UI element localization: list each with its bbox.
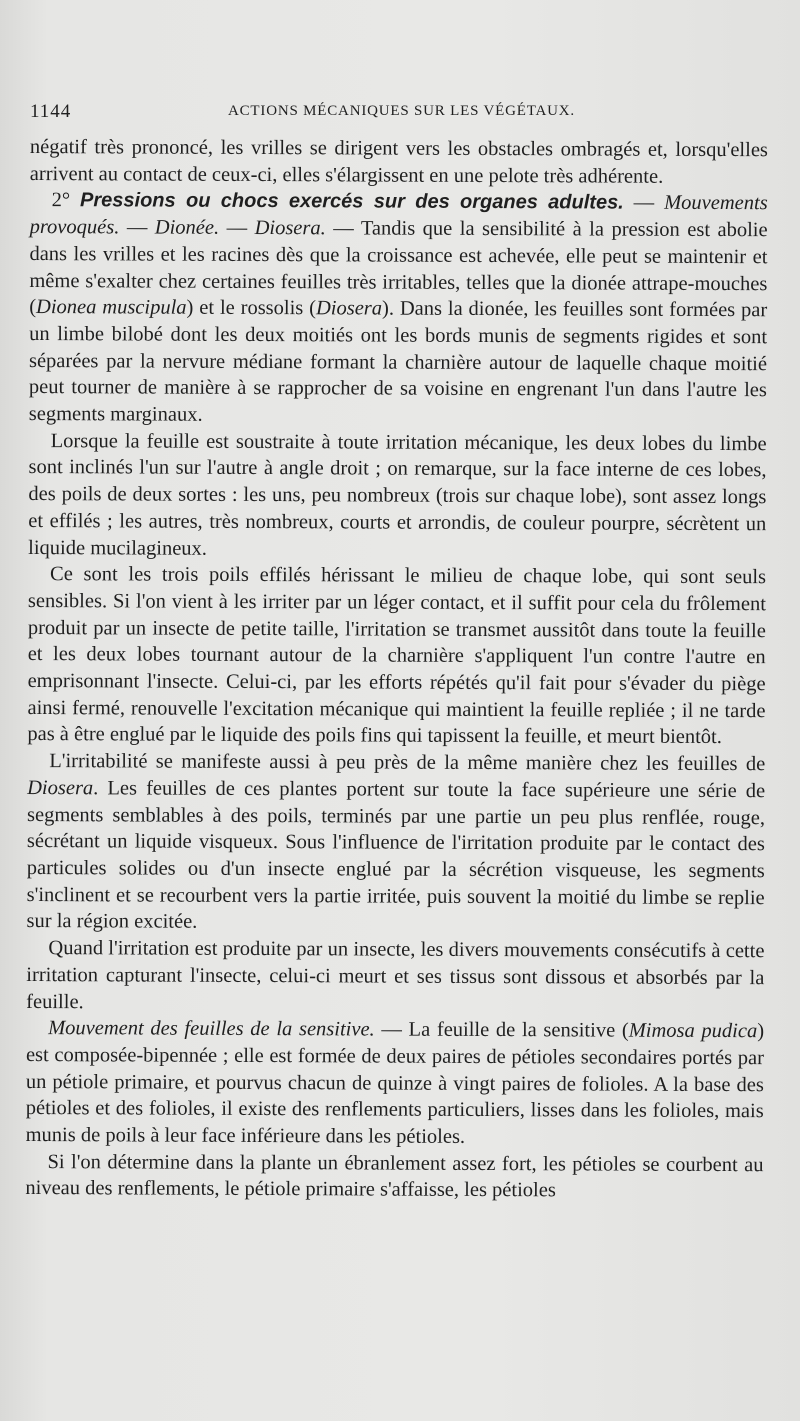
dash: — xyxy=(119,216,155,239)
paragraph-text: ) et le rossolis ( xyxy=(186,296,317,320)
paragraph-2 xyxy=(29,187,768,431)
paragraph-text: . Les feuilles de ces plantes portent sur toute la face supérieure une série de segments semblables à des poils, terminés par une partie un peu plus renflée, rouge, sécrétant un liquide visqueux. Sous l'influence de l'irritation produite par le contact des particules solides ou d'un insecte englué par la sécrétion visqueuse, les segments s'inclinent et se recourbent vers la partie irritée, puis souvent la moitié du limbe se replie sur la région excitée. xyxy=(26,777,766,934)
page-number: 1144 xyxy=(30,101,72,122)
paragraph-text: — La feuille de la sensitive ( xyxy=(374,1018,629,1042)
paragraph-8: Si l'on détermine dans la plante un ébranlement assez fort, les pétioles se courbent au niveau des renflements, le pétiole primaire s'affaisse, les pétioles xyxy=(25,1150,764,1202)
subheading: Dionée. xyxy=(154,216,220,239)
paragraph-text: ) est composée-bipennée ; elle est formée de deux paires de pétioles secondaires portés par un pétiole primaire, et pourvus chacun de quinze à vingt paires de folioles. A la base des pétioles et des folioles, il existe des renflements particuliers, lisses dans les folioles, mais munis de poils à leur face inférieure dans les pétioles. xyxy=(25,1020,765,1148)
paragraph-text: ). Dans la dionée, les feuilles sont formées par un limbe bilobé dont les deux moitiés ont les bords munis de segments rigides et sont séparées par la nervure médiane formant la charnière autour de laquelle chaque moitié peut tourner de manière à se rapprocher de sa voisine en engrenant l'un dans l'autre les segments marginaux. xyxy=(28,297,768,426)
section-number: 2° xyxy=(51,189,81,212)
paragraph-5 xyxy=(27,748,766,938)
dash: — xyxy=(219,216,255,240)
paragraph-4: Ce sont les trois poils effilés hérissant le milieu de chaque lobe, qui sont seuls sensibles. Si l'on vient à les irriter par un léger contact, et il suffit pour cela du frôlement produit par un insecte de petite taille, l'irritation se transmet aussitôt dans toute la feuille et les deux lobes tournant autour de la charnière s'appliquent l'un contre l'autre en emprisonnant l'insecte. Celui-ci, par les efforts répétés qu'il fait pour s'évader du piège ainsi fermé, renouvelle l'excitation mécanique qui maintient la feuille repliée ; il ne tarde pas à être englué par le liquide des poils fins qui tapissent la feuille, et meurt bientôt. xyxy=(27,563,767,749)
section-title: Pressions ou chocs exercés sur des organes adultes. xyxy=(80,189,624,214)
paragraph-6: Quand l'irritation est produite par un insecte, les divers mouvements consécutifs à cette irritation capturant l'insecte, celui-ci meurt et ses tissus sont dissous et absorbés par la feuille. xyxy=(26,937,765,1013)
subheading: Diosera. xyxy=(254,217,326,240)
dash: — xyxy=(623,191,665,215)
latin-name: Mimosa pudica xyxy=(628,1019,758,1043)
page-header xyxy=(30,101,770,125)
paragraph-text: — Tandis que la sensibilité à la pression est abolie dans les vrilles et les racines dès que la croissance est achevée, elle peut se maintenir et même s'exalter chez certaines feuilles très irritables, telles que la dionée attrape-mouches ( xyxy=(29,217,768,319)
running-head: ACTIONS MÉCANIQUES SUR LES VÉGÉTAUX. xyxy=(228,103,575,119)
paragraph-7 xyxy=(26,1015,765,1152)
latin-name: Diosera xyxy=(27,776,94,800)
paragraph-3: Lorsque la feuille est soustraite à toute irritation mécanique, les deux lobes du limbe sont inclinés l'un sur l'autre à angle droit ; on remarque, sur la face interne de ces lobes, des poils de deux sortes : les uns, peu nombreux (trois sur chaque lobe), sont assez longs et effilés ; les autres, très nombreux, courts et arrondis, de couleur pourpre, sécrètent un liquide mucilagineux. xyxy=(28,429,767,560)
latin-name: Diosera xyxy=(315,297,383,320)
subheading: Mouvements provoqués. xyxy=(29,192,768,239)
paragraph-text: L'irritabilité se manifeste aussi à peu près de la même manière chez les feuilles de xyxy=(49,750,766,776)
body-text xyxy=(25,134,768,1205)
latin-name: Dionea muscipula xyxy=(36,296,187,319)
subheading: Mouvement des feuilles de la sensitive. xyxy=(48,1017,375,1041)
paragraph-1: négatif très prononcé, les vrilles se dirigent vers les obstacles ombragés et, lorsqu'elles arrivent au contact de ceux-ci, elles s'élargissent en une pelote très adhérente. xyxy=(29,135,768,188)
